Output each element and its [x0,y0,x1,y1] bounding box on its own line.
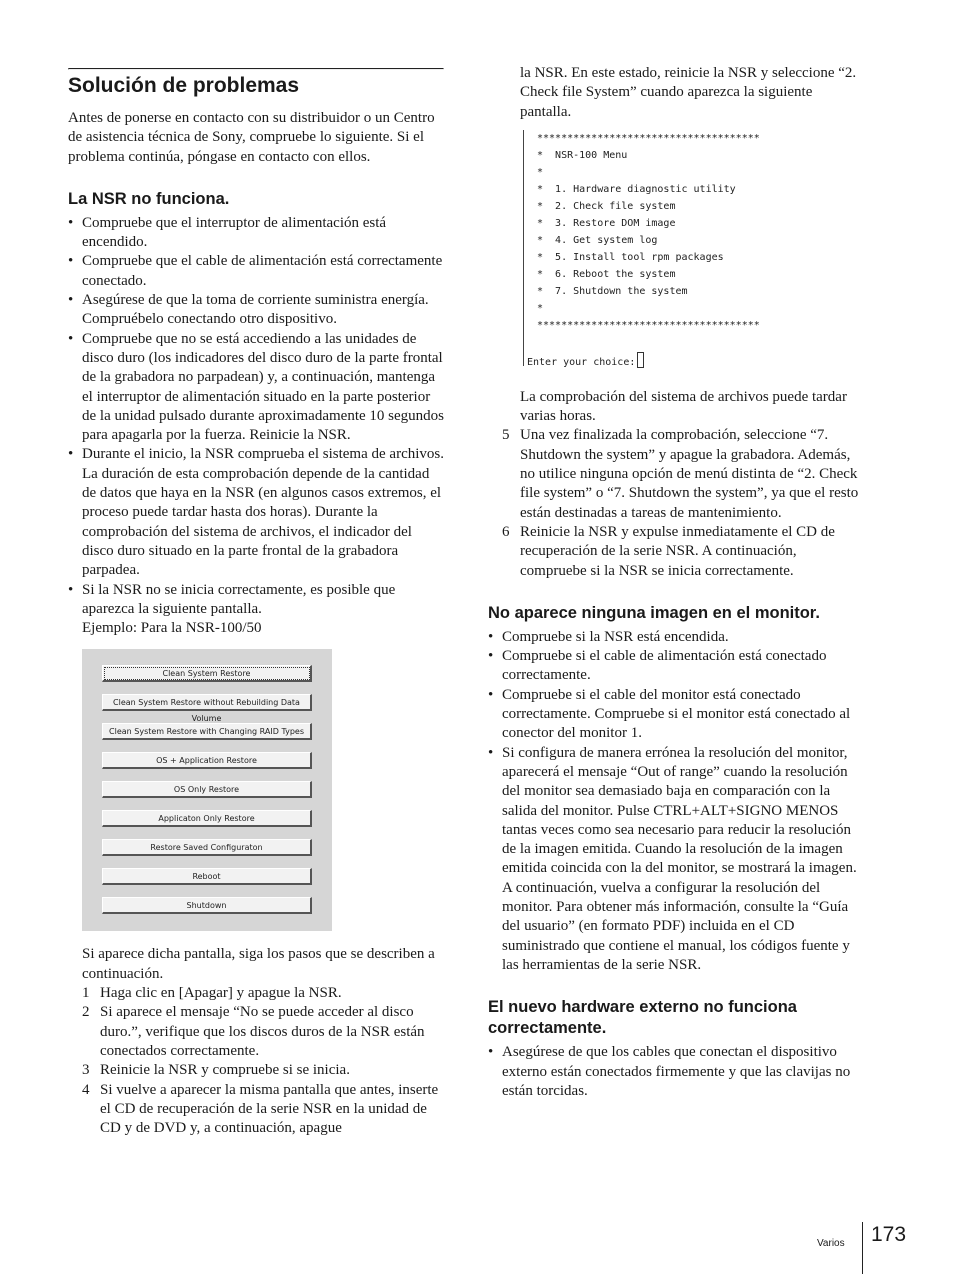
reboot-button[interactable]: Reboot [102,868,312,885]
section-heading-nsr: La NSR no funciona. [68,189,230,208]
step-number: 4 [82,1081,90,1098]
footer-section-label: Varios [817,1238,845,1249]
footer-divider [862,1222,863,1274]
restore-saved-configuration-button[interactable]: Restore Saved Configuraton [102,839,312,856]
os-only-restore-button[interactable]: OS Only Restore [102,781,312,798]
example-caption: Ejemplo: Para la NSR-100/50 [82,620,262,637]
after-panel-text: Si aparece dicha pantalla, siga los pasos que se describen a continuación. [82,946,435,982]
monitor-checklist [488,628,864,975]
step-item [502,523,864,581]
terminal-border: ************************************* [537,319,760,331]
step-item [82,1081,444,1139]
step-text: Si aparece el mensaje “No se puede acceder al disco duro.”, verifique que los discos duros de la NSR están conectados correctamente. [100,1004,425,1059]
os-application-restore-button[interactable]: OS + Application Restore [102,752,312,769]
section-heading-hardware: El nuevo hardware externo no funciona correctamente. [488,998,797,1038]
list-item: • Compruebe que el cable de alimentación está correctamente conectado. [68,252,444,291]
step-number: 5 [502,427,510,444]
step-item [82,1003,444,1061]
cursor-icon[interactable] [637,352,644,368]
list-item: • Asegúrese de que los cables que conectan el dispositivo externo están conectados firmemente y que las clavijas no están torcidas. [488,1043,864,1101]
step-number: 2 [82,1004,90,1021]
restore-menu-panel [82,649,332,931]
terminal-border: ************************************* [537,132,760,144]
terminal-line: * 7. Shutdown the system [537,285,688,297]
list-item: • Si la NSR no se inicia correctamente, es posible que aparezca la siguiente pantalla. [68,581,444,620]
intro-paragraph: Antes de ponerse en contacto con su distribuidor o un Centro de asistencia técnica de Sony, compruebe lo siguiente. Si el problema continúa, póngase en contacto con ellos. [68,110,435,165]
page-title: Solución de problemas [68,74,300,97]
right-column [488,64,864,1101]
clean-restore-no-rebuild-button[interactable]: Clean System Restore without Rebuilding Data Volume [102,694,312,711]
list-item: • Compruebe que el interruptor de alimentación está encendido. [68,214,444,253]
terminal-line: * [537,166,544,178]
step-number: 1 [82,985,90,1002]
list-item: • Durante el inicio, la NSR comprueba el sistema de archivos. La duración de esta comprobación depende de la cantidad de datos que haya en la NSR (en algunos casos extremos, el proceso puede tardar hasta dos horas). Durante la comprobación del sistema de archivos, el indicador del disco duro situado en la parte frontal de la grabadora parpadea. [68,445,444,580]
terminal-line: * [537,302,544,314]
hardware-checklist [488,1043,864,1101]
recovery-steps-continued [488,426,864,580]
section-heading-monitor: No aparece ninguna imagen en el monitor. [488,603,820,622]
step-item [82,1061,444,1080]
terminal-line: * 3. Restore DOM image [537,217,676,229]
terminal-screen [523,130,783,374]
step-number: 6 [502,523,510,540]
clean-restore-raid-button[interactable]: Clean System Restore with Changing RAID Types [102,723,312,740]
step-text: Reinicie la NSR y compruebe si se inicia. [100,1062,350,1079]
list-item: • Compruebe que no se está accediendo a las unidades de disco duro (los indicadores del disco duro de la parte frontal de la grabadora no parpadean) y, a continuación, mantenga el interruptor de alimentación situado en la parte posterior de la unidad pulsado durante aproximadamente 10 segundos para apagarla por la fuerza. Reinicie la NSR. [68,330,444,446]
step-text: Si vuelve a aparecer la misma pantalla que antes, inserte el CD de recuperación de la serie NSR en la unidad de CD y de DVD y, a continuación, apague [100,1081,439,1137]
terminal-prompt [527,352,644,371]
shutdown-button[interactable]: Shutdown [102,897,312,914]
terminal-line: * 4. Get system log [537,234,658,246]
list-item: • Asegúrese de que la toma de corriente suministra energía. Compruébelo conectando otro dispositivo. [68,291,444,330]
step-text: Una vez finalizada la comprobación, seleccione “7. Shutdown the system” y apague la grabadora. Además, no utilice ninguna opción de menú distinta de “2. Check file system” o “7. Shutdown the system”, ya que el resto están destinadas a tareas de mantenimiento. [520,427,859,521]
clean-system-restore-button[interactable]: Clean System Restore [102,665,312,682]
nsr-checklist [68,214,444,619]
prompt-text: Enter your choice: [527,356,636,368]
continuation-text: la NSR. En este estado, reinicie la NSR y seleccione “2. Check file System” cuando aparezca la siguiente pantalla. [520,65,857,120]
step-item [82,984,444,1003]
list-item: • Compruebe si el cable de alimentación está conectado correctamente. [488,647,864,686]
terminal-line: * 1. Hardware diagnostic utility [537,183,736,195]
list-item: • Compruebe si la NSR está encendida. [488,628,864,647]
terminal-line: * NSR-100 Menu [537,149,628,161]
step-number: 3 [82,1062,90,1079]
terminal-line: * 2. Check file system [537,200,676,212]
application-only-restore-button[interactable]: Applicaton Only Restore [102,810,312,827]
list-item: • Si configura de manera errónea la resolución del monitor, aparecerá el mensaje “Out of range” cuando la resolución del monitor sea demasiado baja en comparación con la salida del monitor. Pulse CTRL+ALT+SIGNO MENOS tantas veces como sea necesario para reducir la resolución de la imagen emitida. Cuando la resolución de la imagen emitida coincida con la del monitor, se mostrará la imagen. A continuación, vuelva a configurar la resolución del monitor. Para obtener más información, consulte la “Guía del usuario” (en formato PDF) incluida en el CD suministrado que contiene el manual, los códigos fuente y las herramientas de la serie NSR. [488,744,864,976]
terminal-line: * 5. Install tool rpm packages [537,251,724,263]
title-rule [68,68,444,70]
step-text: Reinicie la NSR y expulse inmediatamente el CD de recuperación de la serie NSR. A continuación, compruebe si la NSR se inicia correctamente. [520,523,835,579]
page-number: 173 [871,1223,907,1246]
left-column [68,68,444,1138]
recovery-steps [68,984,444,1138]
after-terminal-text: La comprobación del sistema de archivos puede tardar varias horas. [520,388,847,425]
terminal-edge [523,130,524,366]
step-text: Haga clic en [Apagar] y apague la NSR. [100,985,342,1002]
list-item: • Compruebe si el cable del monitor está conectado correctamente. Compruebe si el monitor está conectado al conector del monitor 1. [488,686,864,744]
terminal-line: * 6. Reboot the system [537,268,676,280]
step-item [502,426,864,522]
